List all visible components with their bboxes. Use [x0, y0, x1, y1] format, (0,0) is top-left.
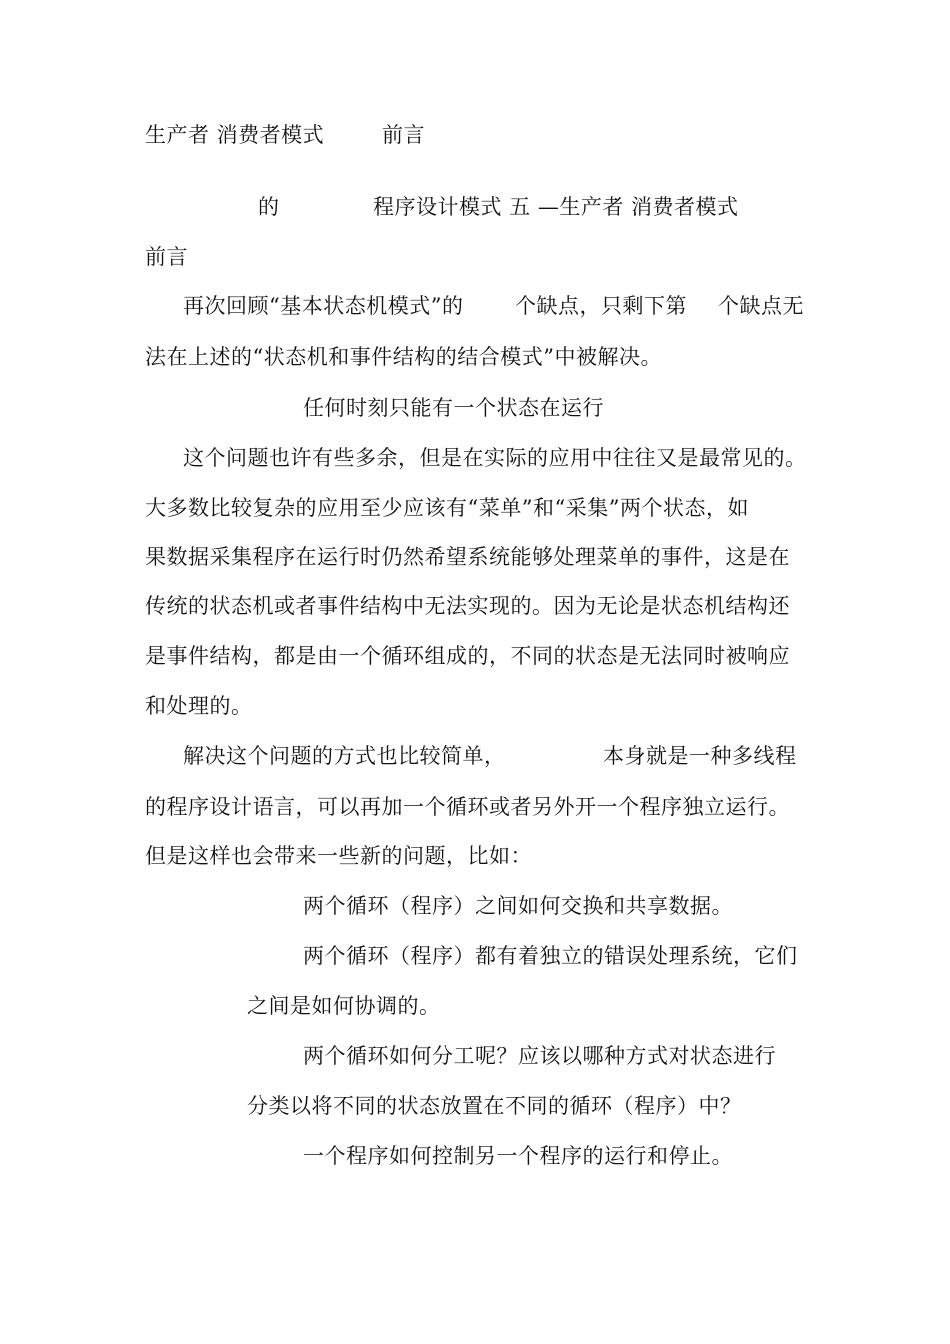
title-part2: 程序设计模式 五 —生产者 消费者模式 [373, 195, 739, 219]
title-part1: 的 [258, 195, 280, 219]
paragraph3-line1b: 本身就是一种多线程 [603, 744, 797, 768]
paragraph2-line6: 和处理的。 [145, 694, 253, 718]
list-item-3-line1: 两个循环如何分工呢？应该以哪种方式对状态进行 [303, 1044, 776, 1068]
paragraph1-line1b: 个缺点，只剩下第 [515, 294, 687, 318]
paragraph2-line5: 是事件结构，都是由一个循环组成的，不同的状态是无法同时被响应 [145, 644, 790, 668]
paragraph2-line4: 传统的状态机或者事件结构中无法实现的。因为无论是状态机结构还 [145, 594, 790, 618]
paragraph3-line3: 但是这样也会带来一些新的问题，比如： [145, 844, 532, 868]
paragraph2-line1: 这个问题也许有些多余，但是在实际的应用中往往又是最常见的。 [183, 446, 807, 470]
list-item-2-line1: 两个循环（程序）都有着独立的错误处理系统，它们 [303, 944, 798, 968]
paragraph1-line1c: 个缺点无 [718, 294, 804, 318]
paragraph2-line3: 果数据采集程序在运行时仍然希望系统能够处理菜单的事件，这是在 [145, 545, 790, 569]
paragraph1-line2: 法在上述的“状态机和事件结构的结合模式”中被解决。 [145, 345, 662, 369]
list-item-1: 两个循环（程序）之间如何交换和共享数据。 [303, 894, 733, 918]
paragraph2-line2: 大多数比较复杂的应用至少应该有“菜单”和“采集”两个状态，如 [145, 496, 749, 520]
list-item-3-line2: 分类以将不同的状态放置在不同的循环（程序）中？ [247, 1094, 742, 1118]
header-left: 生产者 消费者模式 [145, 123, 325, 147]
section-heading: 前言 [145, 245, 188, 269]
list-item-4: 一个程序如何控制另一个程序的运行和停止。 [303, 1144, 733, 1168]
paragraph1-line1a: 再次回顾“基本状态机模式”的 [183, 294, 464, 318]
header-right: 前言 [382, 123, 425, 147]
paragraph3-line1a: 解决这个问题的方式也比较简单， [183, 744, 506, 768]
list-item-2-line2: 之间是如何协调的。 [247, 994, 441, 1018]
paragraph3-line2: 的程序设计语言，可以再加一个循环或者另外开一个程序独立运行。 [145, 795, 790, 819]
centered-item: 任何时刻只能有一个状态在运行 [303, 396, 604, 420]
